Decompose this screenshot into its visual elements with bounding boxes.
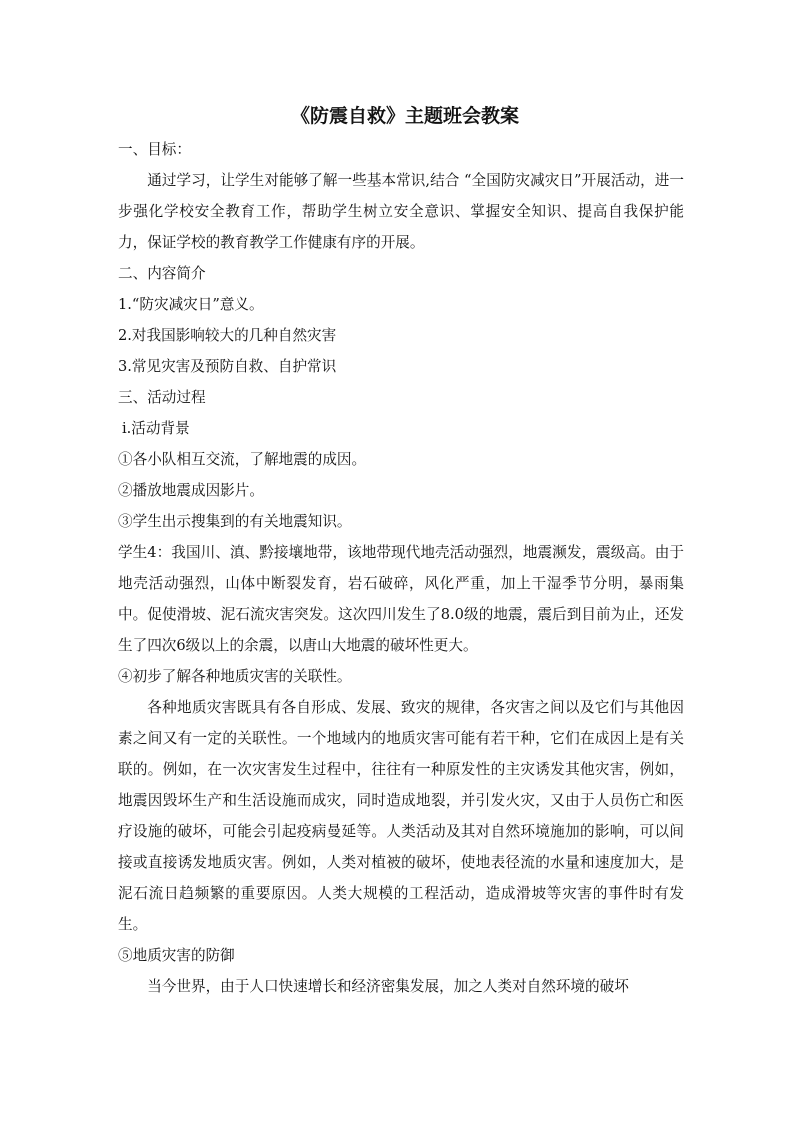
step-item: ①各小队相互交流，了解地震的成因。	[118, 451, 367, 468]
content-heading: 二、内容简介	[118, 265, 206, 282]
step-item: ③学生出示搜集到的有关地震知识。	[118, 513, 352, 530]
step-item: ④初步了解各种地质灾害的关联性。	[118, 668, 352, 685]
process-heading: 三、活动过程	[118, 389, 206, 406]
content-item: 3.常见灾害及预防自救、自护常识	[118, 358, 337, 375]
relation-paragraph: 各种地质灾害既具有各自形成、发展、致灾的规律，各灾害之间以及它们与其他因素之间又有一定的关联性。一个地域内的地质灾害可能有若干种，它们在成因上是有关联的。例如，在一次灾害发生过程中，往往有一种原发性的主灾诱发其他灾害，例如，地震因毁坏生产和生活设施而成灾，同时造成地裂，并引发火灾，又由于人员伤亡和医疗设施的破坏，可能会引起疫病曼延等。人类活动及其对自然环境施加的影响，可以间接或直接诱发地质灾害。例如，人类对植被的破坏，使地表径流的水量和速度加大，是泥石流日趋频繁的重要原因。人类大规模的工程活动，造成滑坡等灾害的事件时有发生。	[118, 699, 684, 933]
content-item: 2.对我国影响较大的几种自然灾害	[118, 327, 337, 344]
document-title: 《防震自救》主题班会教案	[290, 105, 519, 127]
document-page	[118, 98, 684, 1002]
goal-paragraph: 通过学习，让学生对能够了解一些基本常识,结合 “全国防灾减灾日”开展活动，进一步强化学校安全教育工作，帮助学生树立安全意识、掌握安全知识、提高自我保护能力，保证学校的教育教学工作健康有序的开展。	[118, 172, 684, 251]
student4-paragraph: 学生4：我国川、滇、黔接壤地带，该地带现代地壳活动强烈，地震濒发，震级高。由于地壳活动强烈，山体中断裂发育，岩石破碎，风化严重，加上干湿季节分明，暴雨集中。促使滑坡、泥石流灾害突发。这次四川发生了8.0级的地震，震后到目前为止，还发生了四次6级以上的余震，以唐山大地震的破坏性更大。	[118, 544, 684, 654]
background-heading: ⅰ.活动背景	[122, 420, 190, 437]
step-item: ②播放地震成因影片。	[118, 482, 264, 499]
step-item: ⑤地质灾害的防御	[118, 947, 235, 964]
goal-heading: 一、目标：	[118, 141, 191, 158]
content-item: 1.“防灾减灾日”意义。	[118, 296, 264, 313]
defense-paragraph: 当今世界，由于人口快速增长和经济密集发展，加之人类对自然环境的破坏	[147, 978, 629, 995]
